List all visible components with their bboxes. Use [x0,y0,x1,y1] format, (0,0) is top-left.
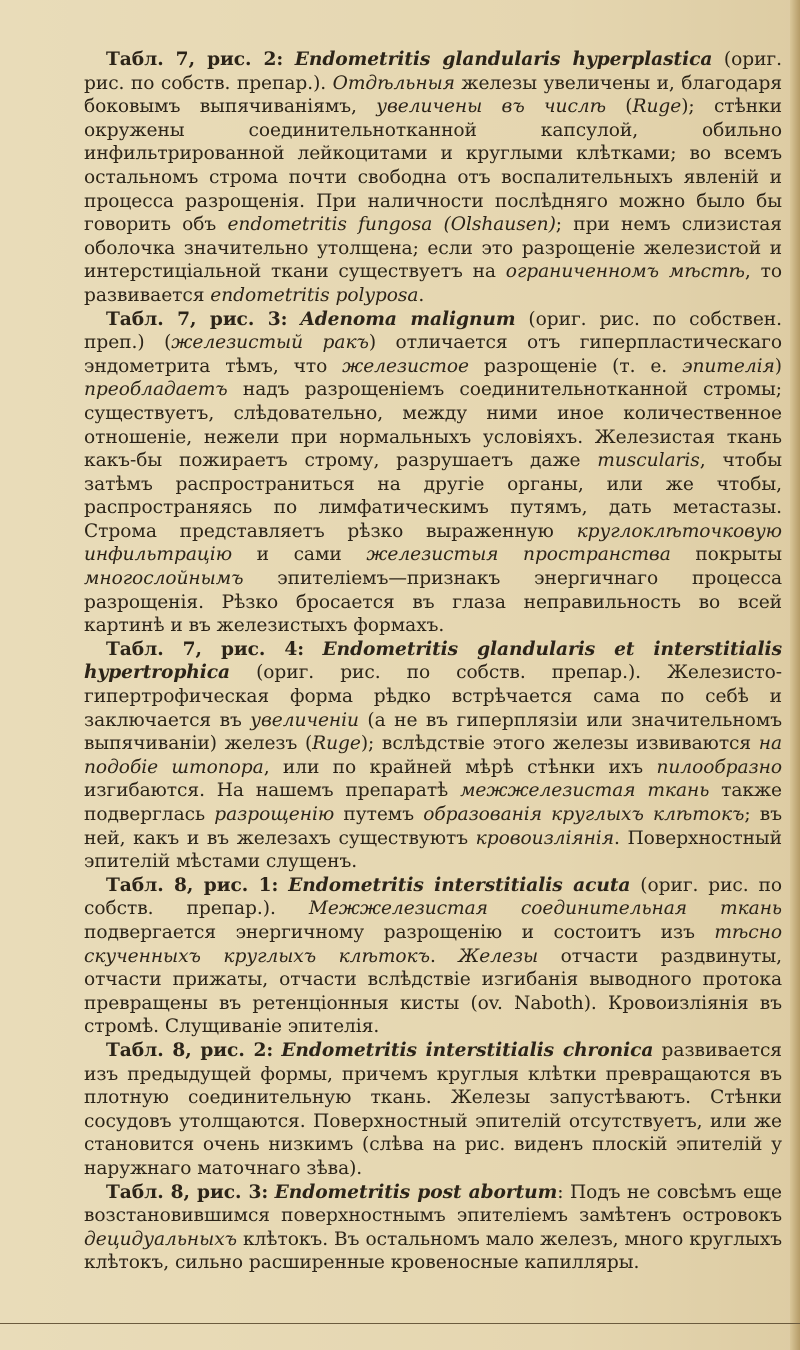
text-segment: изгибаются. На нашемъ препаратѣ [84,780,461,802]
emphasis-text: разрощенію [214,804,335,825]
text-segment: отчасти раздвинуты, отчасти прижаты, отчасти вслѣдствіе изгибанія выводного протока превращены въ ретенціонныя кисты (ov. Naboth). Кровоизліянія въ стромѣ. Слущиваніе эпителія. [84,945,782,1038]
emphasis-text: ограниченномъ мѣстѣ [505,261,745,283]
figure-reference: Табл. 7, рис. 4: [106,638,305,660]
text-segment: ; въ ней, какъ и въ железахъ существуютъ [84,804,783,849]
emphasis-text: железистыя пространства [366,544,671,566]
latin-term: Endometritis post abortum [274,1181,558,1203]
emphasis-text: Железы [458,945,539,967]
text-segment: (а не въ гиперплязіи или значительномъ выпячиваніи) железъ ( [84,709,783,755]
paragraph [84,308,782,638]
bottom-rule [0,1323,800,1324]
text-segment: ) [774,355,782,377]
emphasis-text: децидуальныхъ [84,1228,237,1250]
text-segment: (ориг. рис. по собствен. преп.) ( [84,308,782,354]
emphasis-text: тѣсно скученныхъ круглыхъ клѣтокъ [84,921,782,967]
text-segment: путемъ [334,804,424,825]
figure-reference: Табл. 8, рис. 3: [106,1181,269,1203]
text-segment: ); стѣнки окружены соединительнотканной капсулой, обильно инфильтрированной лейкоцитами и круглыми клѣтками; во всемъ остальномъ строма почти свободна отъ воспалительныхъ явленій и процесса разрощенія. При наличности послѣдняго можно было бы говорить объ [84,96,782,236]
emphasis-text: на подобіе штопора [84,733,783,778]
text-segment: . Поверхностный эпителій мѣстами слущенъ. [84,827,783,873]
text-body [84,48,782,1275]
text-segment: (ориг. рис. по собств. препар.). Железисто-гипертрофическая форма рѣдко встрѣчается сама по себѣ и заключается въ [84,662,782,731]
text-segment: и сами [232,544,367,566]
emphasis-text: круглоклѣточковую инфильтрацію [84,520,782,566]
latin-term: Endometritis interstitialis chronica [281,1039,654,1061]
latin-term: Endometritis glandularis hyperplastica [294,49,713,70]
emphasis-text: межжелезистая ткань [460,780,710,802]
latin-term: Adenoma malignum [300,308,516,330]
text-segment: развивается изъ предыдущей формы, причемъ круглыя клѣтки превращаются въ плотную соединительную ткань. Железы запустѣваютъ. Стѣнки сосудовъ утолщаются. Поверхностный эпителій отсутствуетъ, или же становится очень низкимъ (слѣва на рис. виденъ плоскій эпителій у наружнаго маточнаго зѣва). [84,1039,782,1179]
emphasis-text: увеличеніи [250,709,359,731]
figure-reference: Табл. 8, рис. 2: [106,1039,274,1061]
emphasis-text: пилообразно [656,756,782,778]
paragraph [84,1181,782,1275]
text-segment: ) отличается отъ гиперпластическаго эндометрита тѣмъ, что [84,332,782,377]
text-segment: ; при немъ слизистая оболочка значительно утолщена; если это разрощеніе железистой и интерстиціальной ткани существуетъ на [84,214,782,283]
paragraph [84,638,782,874]
paragraph [84,1039,782,1181]
text-segment: , то развивается [84,261,782,306]
text-segment: эпителіемъ—признакъ энергичнаго процесса разрощенія. Рѣзко бросается въ глаза неправильность во всей картинѣ и въ железистыхъ формахъ. [84,568,782,637]
emphasis-text: железистый ракъ [171,332,369,354]
text-segment: надъ разрощеніемъ соединительнотканной стромы; существуетъ, слѣдовательно, между ними иное количественное отношеніе, нежели при нормальныхъ условіяхъ. Железистая ткань какъ-бы пожираетъ строму, разрушаетъ даже [84,379,782,472]
text-segment [304,639,322,660]
text-segment: также подверглась [84,780,782,825]
text-segment: : Подъ не совсѣмъ еще возстановившимся поверхностнымъ эпителіемъ замѣтенъ островокъ [84,1181,782,1227]
text-segment: ( [605,96,633,118]
figure-reference: Табл. 7, рис. 2: [106,49,284,70]
paragraph [84,48,782,308]
emphasis-text: железистое [342,355,469,377]
figure-reference: Табл. 7, рис. 3: [106,308,288,330]
latin-term: Endometritis interstitialis acuta [288,874,631,896]
emphasis-text: endometritis polyposa [210,284,419,306]
text-segment: . [418,284,425,306]
text-segment: покрыты [670,544,782,566]
text-segment: , или по крайней мѣрѣ стѣнки ихъ [263,756,657,778]
emphasis-text: образованія круглыхъ клѣтокъ [423,804,745,825]
emphasis-text: muscularis [597,450,700,472]
text-segment: (ориг. рис. по собств. препар.). [84,49,782,94]
text-segment: железы увеличены и, благодаря боковымъ выпячиваніямъ, [84,72,783,118]
emphasis-text: Ruge [312,733,361,755]
text-segment: клѣтокъ. Въ остальномъ мало железъ, много круглыхъ клѣтокъ, сильно расширенные кровеносные капилляры. [84,1228,782,1274]
text-segment: ); вслѣдствіе этого железы извиваются [360,733,759,755]
text-segment: подвергается энергичному разрощенію и состоитъ изъ [84,921,715,943]
latin-term: Endometritis glandularis et interstitialis hypertrophica [84,638,782,684]
text-segment [278,875,288,896]
emphasis-text: Ruge [632,96,682,118]
figure-reference: Табл. 8, рис. 1: [106,874,279,896]
emphasis-text: Отдѣльныя [332,72,455,94]
emphasis-text: эпителія [682,355,775,377]
text-segment: разрощеніе (т. е. [468,355,683,377]
emphasis-text: endometritis fungosa (Olshausen) [227,214,556,236]
text-segment: . [429,945,459,967]
page-edge [790,0,800,1350]
text-segment: , чтобы затѣмъ распространиться на другіе органы, или же чтобы, распространяясь по лимфатическимъ путямъ, дать метастазы. Строма представляетъ рѣзко выраженную [84,450,782,542]
emphasis-text: Межжелезистая соединительная ткань [308,898,782,920]
emphasis-text: увеличены въ числѣ [376,96,606,118]
text-segment [283,49,295,70]
emphasis-text: кровоизліянія [475,827,614,849]
emphasis-text: многослойнымъ [84,568,244,590]
emphasis-text: преобладаетъ [84,379,228,401]
text-segment: (ориг. рис. по собств. препар.). [84,874,783,920]
text-segment [287,309,300,330]
paragraph [84,874,782,1039]
